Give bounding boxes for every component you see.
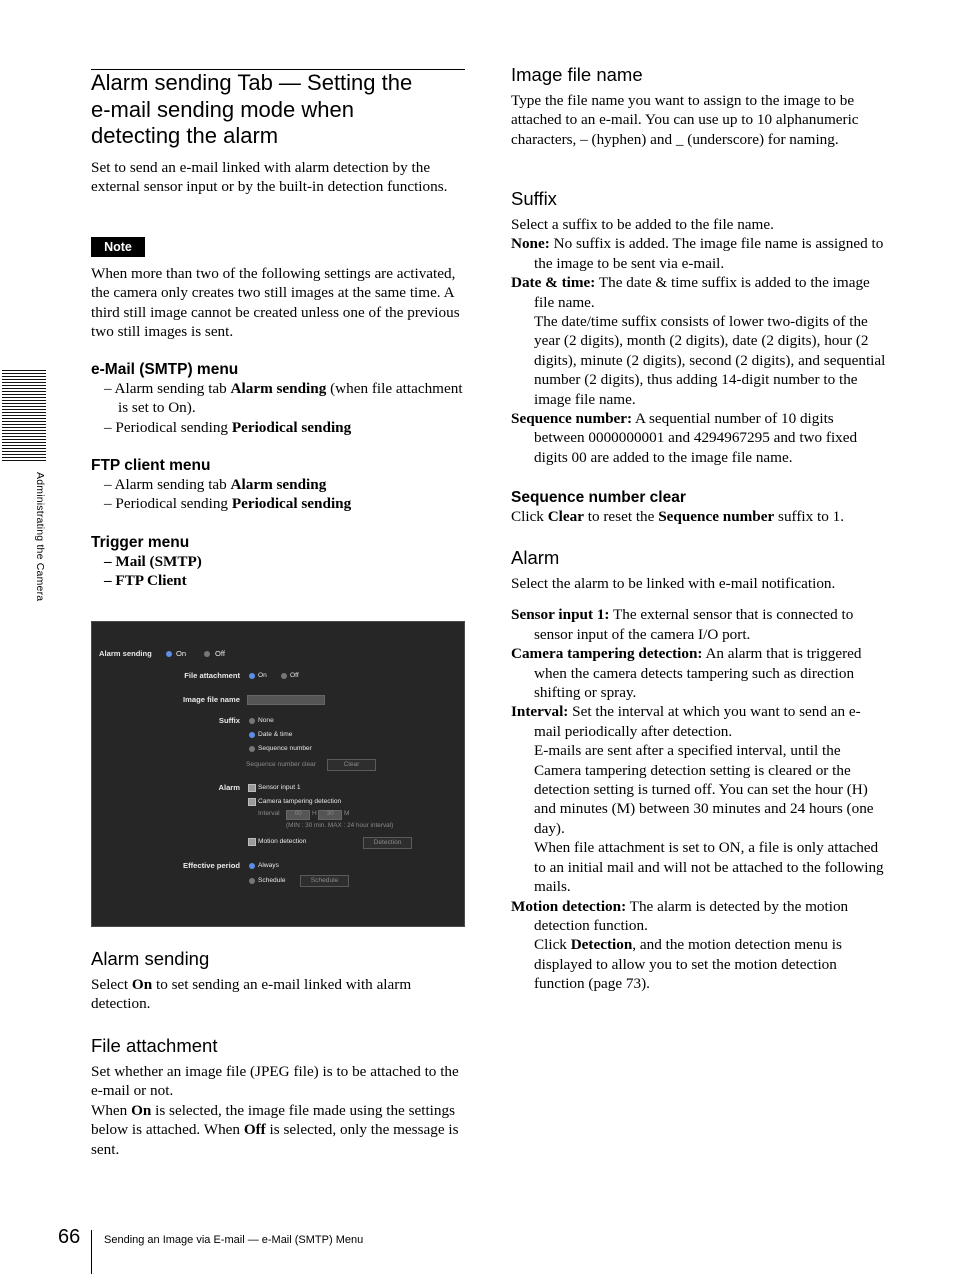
file-attachment-off-label: Off bbox=[290, 672, 299, 679]
suffix-none-desc: None: No suffix is added. The image file name is assigned to the image to be sent via e-mail. bbox=[511, 235, 884, 272]
suffix-heading: Suffix bbox=[511, 188, 557, 209]
suffix-datetime-desc: Date & time: The date & time suffix is added to the image file name. bbox=[511, 274, 870, 311]
hour-unit: H bbox=[312, 810, 317, 817]
detection-button[interactable]: Detection bbox=[363, 837, 412, 849]
image-file-name-input[interactable] bbox=[247, 695, 325, 705]
suffix-none-radio[interactable] bbox=[249, 718, 255, 724]
trigger-item-2: – FTP Client bbox=[104, 572, 187, 590]
schedule-button[interactable]: Schedule bbox=[300, 875, 349, 887]
file-attachment-on-label: On bbox=[258, 672, 267, 679]
trigger-menu-block bbox=[91, 533, 465, 591]
alarm-sending-text: Select On to set sending an e-mail linked with alarm detection. bbox=[91, 976, 412, 1013]
suffix-datetime-radio[interactable] bbox=[249, 732, 255, 738]
alarm-sending-label: Alarm sending bbox=[99, 649, 152, 658]
interval-cont-1: E-mails are sent after a specified interval, until the Camera tampering detection setting is cleared or the detection setting is turned off. You can set the hour (H) and minutes (M) between 30 minutes and 24 hours (one day). bbox=[534, 742, 874, 837]
always-radio[interactable] bbox=[249, 863, 255, 869]
sensor-input-label: Sensor input 1 bbox=[258, 784, 301, 791]
tampering-checkbox[interactable] bbox=[248, 798, 256, 806]
alarm-sending-on-label: On bbox=[176, 649, 187, 658]
alarm-heading: Alarm bbox=[511, 547, 560, 568]
schedule-label: Schedule bbox=[258, 877, 286, 884]
sequence-clear-section bbox=[511, 488, 887, 526]
effective-period-label: Effective period bbox=[183, 861, 240, 870]
ftp-item-1: – Alarm sending tab Alarm sending bbox=[104, 476, 327, 493]
motion-cont: Click Detection, and the motion detection menu is displayed to allow you to set the motion detection function (page 73). bbox=[534, 936, 842, 993]
file-attachment-on-radio[interactable] bbox=[249, 673, 255, 679]
ftp-item-2: – Periodical sending Periodical sending bbox=[104, 495, 352, 513]
sequence-clear-label: Sequence number clear bbox=[246, 761, 317, 768]
page-title bbox=[91, 70, 465, 150]
interval-minute-input[interactable] bbox=[318, 810, 342, 820]
title-line-3: detecting the alarm bbox=[91, 123, 279, 148]
image-file-name-heading: Image file name bbox=[511, 64, 643, 85]
suffix-sequence-radio[interactable] bbox=[249, 746, 255, 752]
sequence-clear-heading: Sequence number clear bbox=[511, 489, 686, 506]
smtp-item-2: – Periodical sending Periodical sending bbox=[104, 418, 352, 436]
suffix-intro: Select a suffix to be added to the file name. bbox=[511, 216, 774, 233]
suffix-section bbox=[511, 188, 887, 467]
footer-text: Sending an Image via E-mail — e-Mail (SMTP) Menu bbox=[104, 1234, 364, 1246]
interval-hour-value: 00 bbox=[295, 811, 302, 817]
tampering-label: Camera tampering detection bbox=[258, 798, 342, 805]
suffix-none-label: None bbox=[258, 717, 274, 724]
always-label: Always bbox=[258, 862, 279, 869]
trigger-menu-heading: Trigger menu bbox=[91, 534, 190, 551]
interval-desc: Interval: Set the interval at which you want to send an e-mail periodically after detection. bbox=[511, 703, 861, 740]
title-line-1: Alarm sending Tab — Setting the bbox=[91, 70, 413, 95]
alarm-sending-on-radio[interactable] bbox=[166, 651, 172, 657]
sensor-input-checkbox[interactable] bbox=[248, 784, 256, 792]
image-file-name-text: Type the file name you want to assign to the image to be attached to an e-mail. You can use up to 10 alphanumeric characters, – (hyphen) and _ (underscore) for naming. bbox=[511, 92, 859, 148]
sensor-input-desc: Sensor input 1: The external sensor that is connected to sensor input of the camera I/O port. bbox=[511, 606, 854, 643]
alarm-section bbox=[511, 547, 887, 994]
alarm-sending-heading: Alarm sending bbox=[91, 948, 210, 969]
minute-unit: M bbox=[344, 810, 350, 817]
suffix-sequence-desc: Sequence number: A sequential number of 10 digits between 0000000001 and 4294967295 and two fixed digits 00 are added to the image file name. bbox=[511, 410, 858, 466]
suffix-datetime-label: Date & time bbox=[258, 731, 293, 738]
footer-divider bbox=[91, 1230, 92, 1274]
motion-detection-checkbox[interactable] bbox=[248, 838, 256, 846]
alarm-intro: Select the alarm to be linked with e-mail notification. bbox=[511, 575, 836, 592]
interval-hour-input[interactable] bbox=[286, 810, 310, 820]
clear-button[interactable]: Clear bbox=[327, 759, 376, 771]
tampering-desc: Camera tampering detection: An alarm that is triggered when the camera detects tampering such as direction shifting or spray. bbox=[511, 645, 862, 702]
motion-detection-label: Motion detection bbox=[258, 838, 307, 845]
suffix-label: Suffix bbox=[218, 716, 240, 725]
suffix-datetime-cont: The date/time suffix consists of lower two-digits of the year (2 digits), month (2 digits), date (2 digits), hour (2 digits), minute (2 digits), second (2 digits), and sequential number (2 digits), thus adding 14-digit number to the image file name. bbox=[534, 313, 886, 408]
file-attachment-section bbox=[91, 1035, 465, 1159]
intro-paragraph: Set to send an e-mail linked with alarm detection by the external sensor input or by the built-in detection functions. bbox=[91, 159, 448, 196]
side-tab-label: Administrating the Camera bbox=[34, 472, 46, 602]
smtp-menu-heading: e-Mail (SMTP) menu bbox=[91, 361, 239, 378]
alarm-sending-off-radio[interactable] bbox=[204, 651, 210, 657]
trigger-item-1: – Mail (SMTP) bbox=[104, 553, 202, 570]
interval-label: Interval bbox=[258, 810, 280, 817]
sequence-clear-text: Click Clear to reset the Sequence number suffix to 1. bbox=[511, 508, 844, 525]
image-file-name-section bbox=[511, 64, 887, 149]
title-line-2: e-mail sending mode when bbox=[91, 96, 354, 122]
alarm-sending-section bbox=[91, 948, 465, 1014]
alarm-label: Alarm bbox=[218, 783, 240, 792]
suffix-sequence-label: Sequence number bbox=[258, 745, 312, 752]
interval-cont-2: When file attachment is set to ON, a file is only attached to an initial mail and will not be attached to the following mails. bbox=[534, 839, 884, 896]
motion-desc: Motion detection: The alarm is detected by the motion detection function. bbox=[511, 897, 849, 934]
schedule-radio[interactable] bbox=[249, 878, 255, 884]
smtp-menu-block bbox=[91, 360, 465, 437]
settings-screenshot bbox=[91, 621, 465, 927]
interval-minute-value: 30 bbox=[327, 811, 334, 817]
image-file-name-label: Image file name bbox=[183, 695, 240, 704]
file-attachment-label: File attachment bbox=[184, 671, 240, 680]
note-text: When more than two of the following settings are activated, the camera only creates two still images at the same time. A third still image cannot be created unless one of the previous two still images is sent. bbox=[91, 265, 460, 341]
file-attachment-text-2: When On is selected, the image file made using the settings below is attached. When Off is selected, only the message is sent. bbox=[91, 1101, 459, 1158]
ftp-menu-heading: FTP client menu bbox=[91, 457, 211, 474]
file-attachment-text-1: Set whether an image file (JPEG file) is to be attached to the e-mail or not. bbox=[91, 1063, 459, 1100]
file-attachment-off-radio[interactable] bbox=[281, 673, 287, 679]
interval-range-note: (MIN : 30 min. MAX : 24 hour interval) bbox=[286, 822, 394, 829]
alarm-sending-off-label: Off bbox=[215, 649, 225, 658]
file-attachment-heading: File attachment bbox=[91, 1035, 218, 1056]
smtp-item-1: – Alarm sending tab Alarm sending (when file attachment is set to On). bbox=[104, 380, 463, 417]
page-number: 66 bbox=[58, 1226, 81, 1248]
side-tab-bars bbox=[2, 370, 46, 462]
note-badge: Note bbox=[91, 237, 145, 257]
ftp-menu-block bbox=[91, 456, 465, 514]
